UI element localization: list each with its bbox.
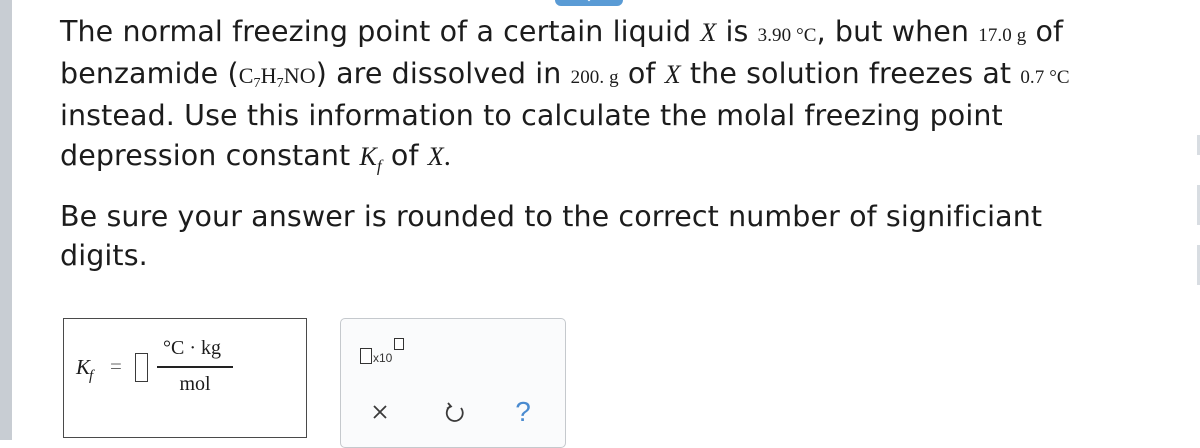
undo-button[interactable] xyxy=(440,397,470,427)
equals-sign: = xyxy=(110,354,122,378)
chevron-down-icon xyxy=(581,0,597,4)
kf-symbol: K xyxy=(359,142,377,171)
solute-mass: 17.0 g xyxy=(978,25,1027,46)
help-icon: ? xyxy=(515,396,531,427)
unit-denominator: mol xyxy=(179,373,211,395)
question-line-2: benzamide $(C_7H_7NO)$ are dissolved in 200. g of X the solution freezes at 0.7 °C xyxy=(60,57,1070,91)
left-edge-strip xyxy=(0,0,12,440)
solvent-mass: 200. g xyxy=(570,67,619,88)
help-button[interactable] xyxy=(508,397,538,427)
undo-icon xyxy=(443,400,467,424)
fraction-bar xyxy=(157,366,233,368)
close-icon xyxy=(370,402,390,422)
instruction-line-1: Be sure your answer is rounded to the correct number of significiant xyxy=(60,200,1043,233)
answer-toolbar xyxy=(340,318,566,448)
exponent-box-icon xyxy=(394,338,404,350)
instruction-line-2: digits. xyxy=(60,239,148,272)
x10-label: x10 xyxy=(373,351,393,365)
x10-exponent-button[interactable] xyxy=(360,338,406,366)
collapse-tab[interactable] xyxy=(555,0,623,6)
normal-freezing-point: 3.90 °C xyxy=(757,25,817,46)
clear-button[interactable] xyxy=(365,397,395,427)
unit-numerator: °C · kg xyxy=(163,337,221,359)
question-line-3: instead. Use this information to calculate the molal freezing point xyxy=(60,99,1003,132)
question-line-4: depression constant $K_f$ of X. xyxy=(60,139,451,176)
x10-exponent-icon xyxy=(360,348,372,364)
benzamide-formula: $C_7H_7NO$ xyxy=(238,63,316,91)
solution-freezing-point: 0.7 °C xyxy=(1020,67,1070,88)
answer-kf-label: $K_f$ xyxy=(76,355,94,384)
kf-value-input[interactable] xyxy=(135,353,148,382)
answer-box xyxy=(63,318,307,438)
question-line-1: The normal freezing point of a certain liquid X is 3.90 °C, but when 17.0 g of xyxy=(60,15,1064,48)
